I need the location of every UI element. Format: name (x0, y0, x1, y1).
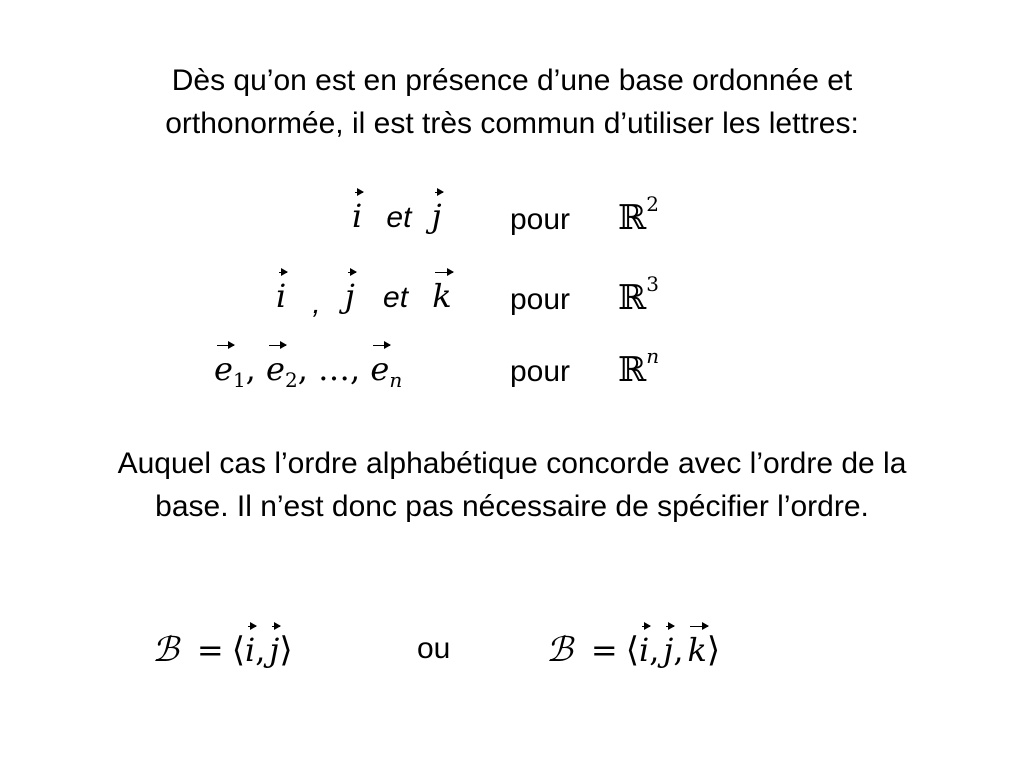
vector-en: e (370, 350, 390, 388)
formula-comma: , (673, 631, 684, 669)
basis-symbol: ℬ (152, 630, 179, 670)
vector-i: i (638, 631, 650, 669)
vector-i: i (276, 277, 287, 315)
conclusion-line-2: base. Il n’est donc pas nécessaire de spécifier l’ordre. (155, 490, 869, 523)
row2-et: et (383, 281, 409, 314)
vector-j: j (269, 631, 280, 669)
formula-comma: , (255, 631, 266, 669)
left-angle-bracket: ⟨ (625, 630, 639, 670)
row1-space (618, 192, 659, 238)
row3-pour: pour (510, 355, 571, 388)
real-numbers-symbol: ℝ (618, 198, 647, 238)
row1-dimension: 2 (646, 192, 659, 216)
formula-basis-r2 (152, 630, 293, 670)
row1-et: et (386, 201, 412, 234)
row3-ellipsis: … (318, 350, 351, 388)
formula-basis-r3 (546, 630, 720, 670)
row3-sep-2: , (297, 350, 308, 388)
vector-e2: e (266, 350, 285, 388)
right-angle-bracket: ⟩ (706, 630, 721, 670)
row3-vectors (214, 350, 402, 392)
conclusion-paragraph (0, 442, 1024, 528)
real-numbers-symbol: ℝ (618, 350, 647, 390)
row3-sep-1: , (245, 350, 256, 388)
formula-comma: , (649, 631, 660, 669)
vector-j: j (344, 277, 355, 315)
vector-e1: e (214, 350, 233, 388)
conclusion-line-1: Auquel cas l’ordre alphabétique concorde avec l’ordre de la (117, 447, 907, 480)
intro-paragraph (0, 59, 1024, 145)
vector-j: j (431, 197, 442, 235)
row2-comma: , (312, 287, 321, 320)
vector-i: i (352, 197, 363, 235)
left-angle-bracket: ⟨ (231, 630, 245, 670)
row3-dimension: n (646, 344, 660, 368)
intro-line-2: orthonormée, il est très commun d’utiliser les lettres: (165, 107, 859, 140)
subscript-2: 2 (284, 368, 298, 392)
row2-vectors (276, 277, 452, 320)
row1-vectors (352, 197, 442, 235)
basis-symbol: ℬ (546, 630, 573, 670)
right-angle-bracket: ⟩ (279, 630, 293, 670)
vector-k: k (687, 631, 707, 669)
intro-line-1: Dès qu’on est en présence d’une base ordonnée et (171, 64, 853, 97)
vector-k: k (432, 277, 452, 315)
row3-space (618, 344, 659, 390)
vector-i: i (244, 631, 256, 669)
subscript-n: n (389, 368, 403, 392)
equals-sign: = (590, 631, 618, 669)
row3-sep-3: , (350, 350, 361, 388)
row2-space (618, 272, 659, 318)
subscript-1: 1 (232, 368, 246, 392)
real-numbers-symbol: ℝ (618, 278, 647, 318)
equals-sign: = (196, 631, 224, 669)
row2-dimension: 3 (646, 272, 659, 296)
row1-pour: pour (510, 203, 571, 236)
ou-connector: ou (417, 632, 451, 665)
vector-j: j (663, 631, 674, 669)
row2-pour: pour (510, 283, 571, 316)
